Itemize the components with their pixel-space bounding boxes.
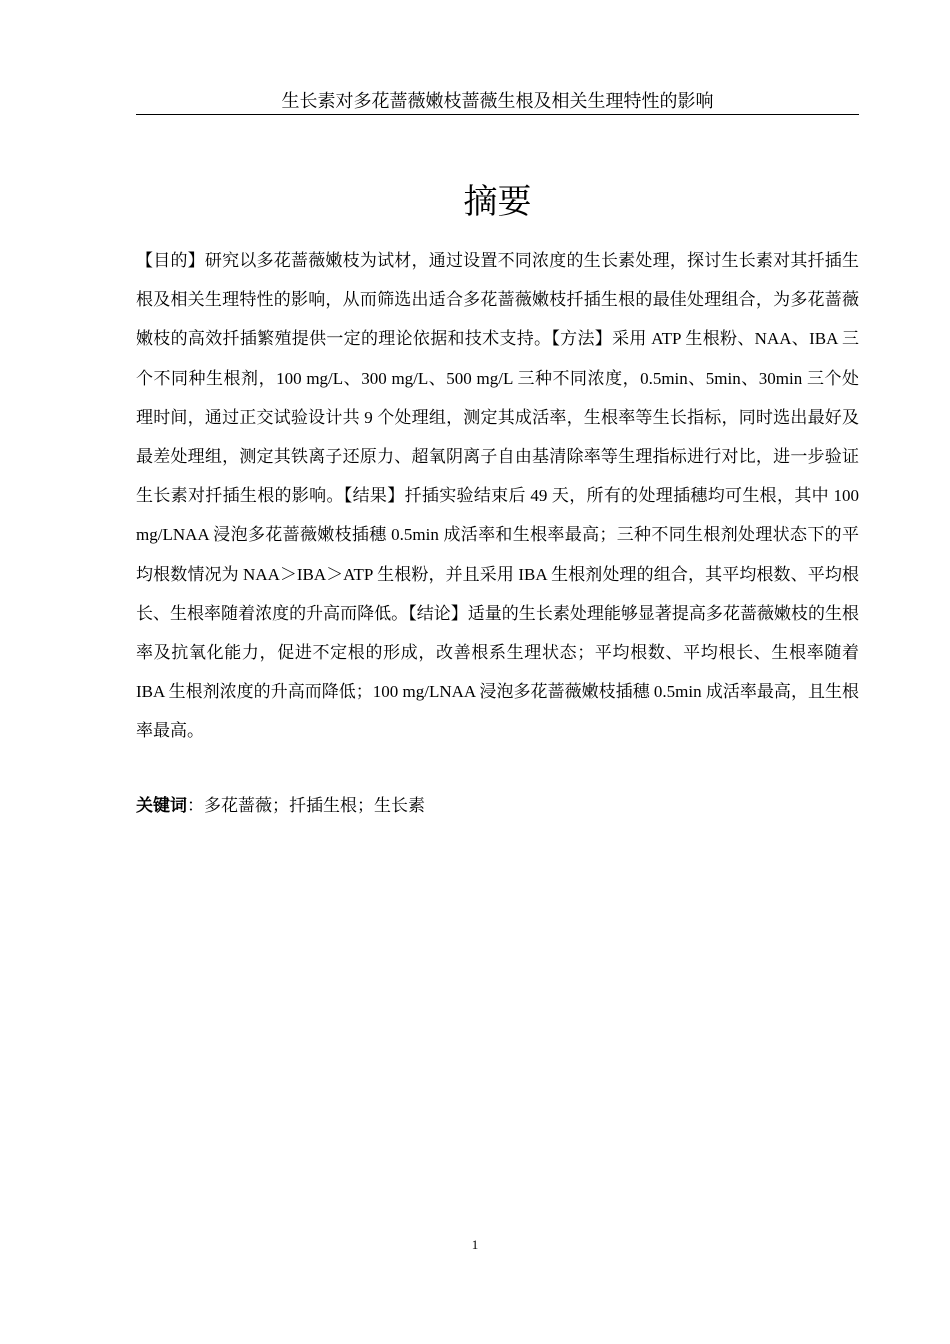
running-header: 生长素对多花蔷薇嫩枝蔷薇生根及相关生理特性的影响	[136, 88, 859, 115]
method-label: 【方法】	[551, 329, 613, 349]
keywords-line	[136, 786, 859, 825]
result-text: 扦插实验结束后 49 天，所有的处理插穗均可生根，其中 100 mg/LNAA 浸泡多花蔷薇嫩枝插穗 0.5min 成活率和生根率最高；三种不同生根剂处理状态下的平均根数情况为 NAA＞IBA＞ATP 生根粉，并且采用 IBA 生根剂处理的组合，其平均根数、平均根长、生根率随着浓度的升高而降低。	[136, 486, 860, 623]
method-text: 采用 ATP 生根粉、NAA、IBA 三个不同种生根剂，100 mg/L、300 mg/L、500 mg/L 三种不同浓度，0.5min、5min、30min 三个处理时间，通过正交试验设计共 9 个处理组，测定其成活率，生根率等生长指标，同时选出最好及最差处理组，测定其铁离子还原力、超氧阴离子自由基清除率等生理指标进行对比，进一步验证生长素对扦插生根的影响。	[136, 329, 860, 506]
result-label: 【结果】	[343, 486, 405, 506]
abstract-heading: 摘要	[463, 182, 532, 222]
keywords-label: 关键词	[136, 796, 187, 815]
abstract-body	[136, 241, 859, 751]
keywords-separator: ：	[187, 796, 204, 815]
objective-text: 研究以多花蔷薇嫩枝为试材，通过设置不同浓度的生长素处理，探讨生长素对其扦插生根及相关生理特性的影响，从而筛选出适合多花蔷薇嫩枝扦插生根的最佳处理组合，为多花蔷薇嫩枝的高效扦插繁殖提供一定的理论依据和技术支持。	[136, 251, 860, 349]
keywords-list: 多花蔷薇；扦插生根；生长素	[204, 796, 425, 815]
conclusion-text: 适量的生长素处理能够显著提高多花蔷薇嫩枝的生根率及抗氧化能力，促进不定根的形成，改善根系生理状态；平均根数、平均根长、生根率随着 IBA 生根剂浓度的升高而降低；100 mg/LNAA 浸泡多花蔷薇嫩枝插穗 0.5min 成活率最高，且生根率最高。	[136, 603, 860, 741]
page-number: 1	[471, 1237, 479, 1252]
objective-label: 【目的】	[136, 251, 205, 270]
conclusion-label: 【结论】	[408, 603, 468, 623]
